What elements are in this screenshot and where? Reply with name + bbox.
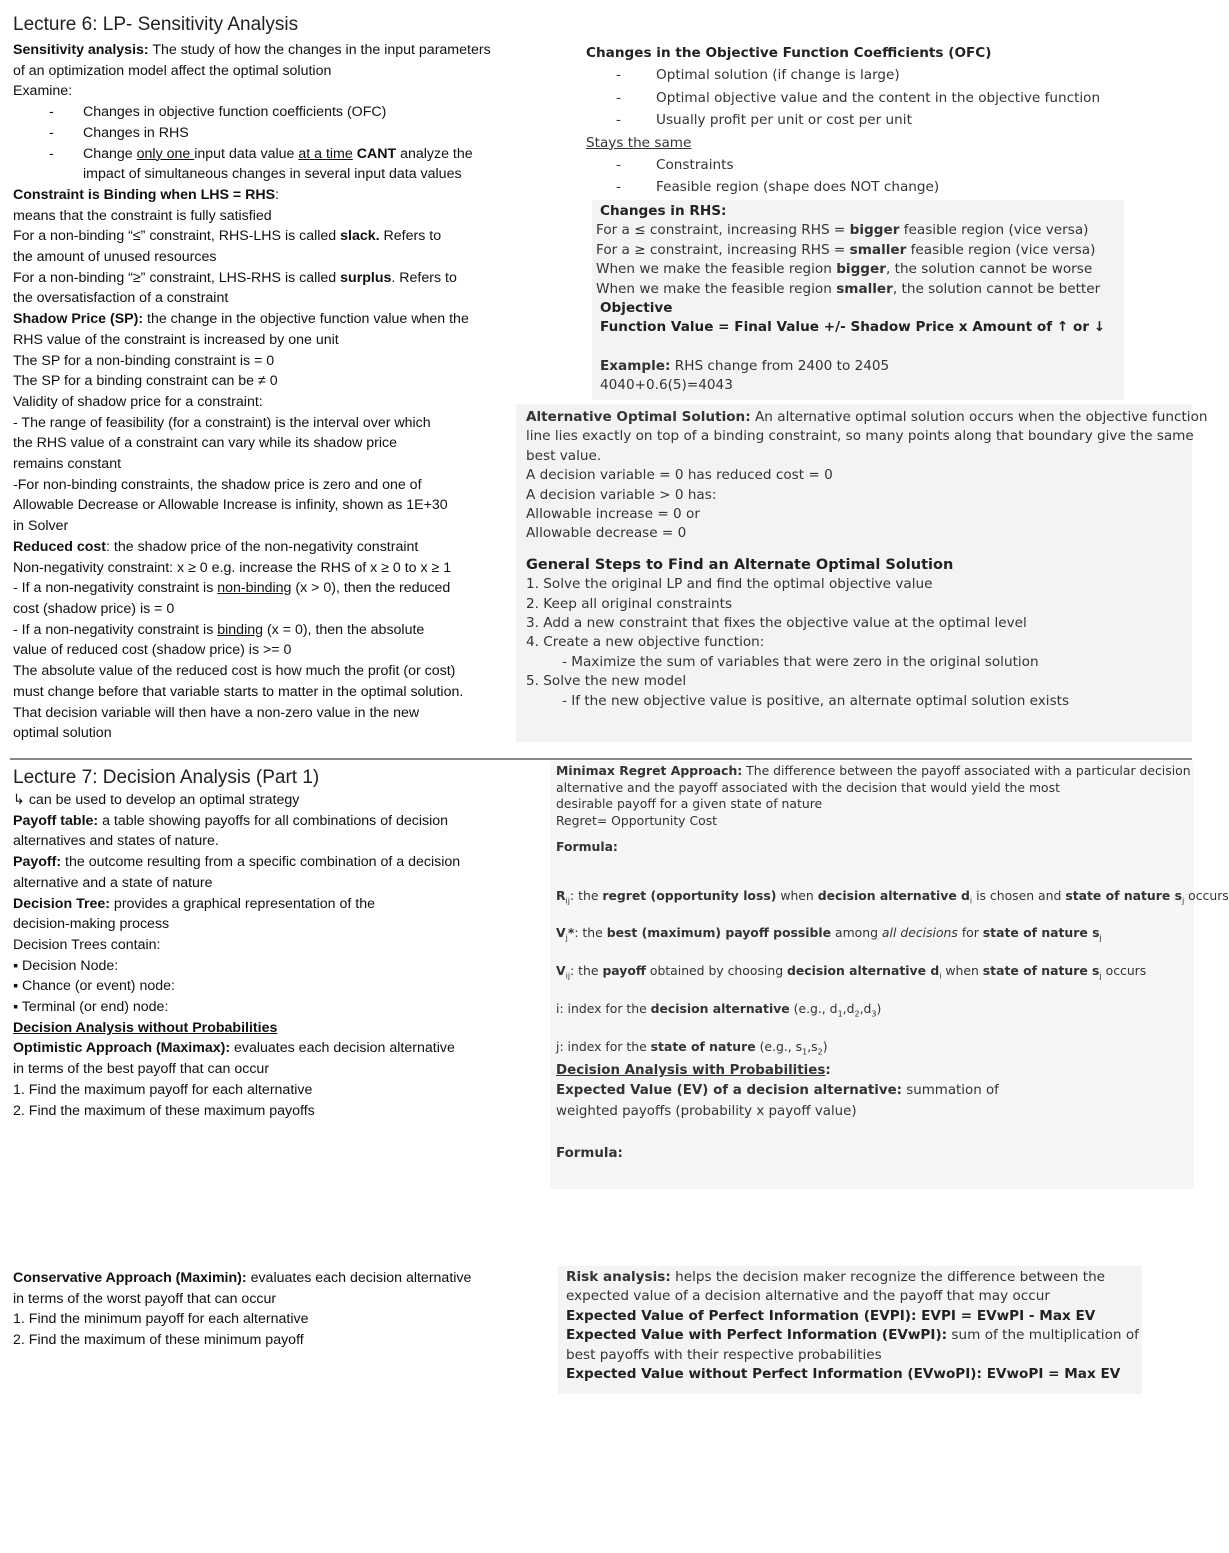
- objective-formula: Function Value = Final Value +/- Shadow Price x Amount of ↑ or ↓: [600, 319, 1106, 336]
- binding-heading: Constraint is Binding when LHS = RHS:: [13, 186, 280, 203]
- with-probabilities-heading: Decision Analysis with Probabilities:: [556, 1063, 831, 1079]
- maximin-notes: Conservative Approach (Maximin): evaluates each decision alternative in terms of the worst payoff that can occur 1. Find the minimum payoff for each alternative 2. Find the maximum of these minimum payoff: [13, 1268, 543, 1351]
- payoff-definition: Payoff: the outcome resulting from a specific combination of a decision: [13, 854, 461, 871]
- examine-label: Examine:: [13, 83, 73, 100]
- decision-tree-definition: Decision Tree: provides a graphical representation of the: [13, 895, 375, 912]
- section-divider: [10, 758, 1192, 760]
- maximax-definition: Optimistic Approach (Maximax): evaluates each decision alternative: [13, 1040, 455, 1057]
- evwopi-formula: Expected Value without Perfect Information (EVwoPI): EVwoPI = Max EV: [566, 1366, 1121, 1383]
- shadow-price-definition: Shadow Price (SP): the change in the objective function value when the: [13, 311, 469, 328]
- evpi-formula: Expected Value of Perfect Information (EVPI): EVPI = EVwPI - Max EV: [566, 1307, 1096, 1324]
- rhs-example: Example: RHS change from 2400 to 2405: [600, 357, 890, 374]
- list-item: ▪ Decision Node:: [13, 957, 119, 974]
- lecture7-notes: Lecture 7: Decision Analysis (Part 1) ↳ can be used to develop an optimal strategy Payoff table: a table showing payoffs for all combinations of decision alternatives and states of nature. Payoff: the outcome resulting from a specific combination of a decision alternative and a state of nature Decision Tree: provides a graphical representation of the decision-making process Decision Trees contain: ▪ Decision Node: ▪ Chance (or event) node: ▪ Terminal (or end) node: Decision Analysis without Probabilities Optimistic Approach (Maximax): evaluates each decision alternative in terms of the best payoff that can occur 1. Find the maximum payoff for each alternative 2. Find the maximum of these maximum payoffs: [13, 766, 543, 1121]
- lecture6-title: Lecture 6: LP- Sensitivity Analysis: [13, 14, 299, 35]
- rhs-heading: Changes in RHS:: [600, 203, 727, 219]
- examine-list: [13, 102, 543, 164]
- ofc-box: [586, 44, 1116, 198]
- sensitivity-definition: Sensitivity analysis: The study of how the changes in the input parameters: [13, 42, 491, 58]
- reduced-cost-definition: Reduced cost: the shadow price of the non-negativity constraint: [13, 538, 419, 555]
- list-item: - Constraints: [586, 156, 1116, 175]
- stays-same-heading: Stays the same: [586, 134, 692, 151]
- list-item: - Usually profit per unit or cost per unit: [586, 111, 1116, 130]
- rhs-box: Changes in RHS: For a ≤ constraint, increasing RHS = bigger feasible region (vice versa) For a ≥ constraint, increasing RHS = smaller feasible region (vice versa) When we make the feasible region bigger, the solution cannot be worse When we make the feasible region smaller, the solution cannot be better Objective Function Value = Final Value +/- Shadow Price x Amount of ↑ or ↓ Example: RHS change from 2400 to 2405 4040+0.6(5)=4043: [592, 200, 1124, 400]
- maximin-definition: Conservative Approach (Maximin): evaluates each decision alternative: [13, 1270, 472, 1286]
- list-item: - Optimal solution (if change is large): [586, 66, 1116, 85]
- list-item: ▪ Terminal (or end) node:: [13, 999, 169, 1016]
- surplus-definition: For a non-binding “≥” constraint, LHS-RHS is called surplus. Refers to: [13, 269, 457, 286]
- list-item: - Feasible region (shape does NOT change): [586, 178, 1116, 197]
- risk-analysis-box: Risk analysis: helps the decision maker recognize the difference between the expected value of a decision alternative and the payoff that may occur Expected Value of Perfect Information (EVPI): EVPI = EVwPI - Max EV Expected Value with Perfect Information (EVwPI): sum of the multiplication of best payoffs with their respective probabilities Expected Value without Perfect Information (EVwoPI): EVwoPI = Max EV: [558, 1266, 1142, 1394]
- lecture6-notes: Lecture 6: LP- Sensitivity Analysis Sensitivity analysis: The study of how the changes in the input parameters of an optimization model affect the optimal solution Examine: - Changes in objective function coefficients (OFC) - Changes in RHS - Change only one input data value at a time CANT analyze the impact of simultaneous changes in several input data values Constraint is Binding when LHS = RHS: means that the constraint is fully satisfied For a non-binding “≤” constraint, RHS-LHS is called slack. Refers to the amount of unused resources For a non-binding “≥” constraint, LHS-RHS is called surplus. Refers to the oversatisfaction of a constraint Shadow Price (SP): the change in the objective function value when the RHS value of the constraint is increased by one unit The SP for a non-binding constraint is = 0 The SP for a binding constraint can be ≠ 0 Validity of shadow price for a constraint: - The range of feasibility (for a constraint) is the interval over which the RHS value of a constraint can vary while its shadow price remains constant -For non-binding constraints, the shadow price is zero and one of Allowable Decrease or Allowable Increase is infinity, shown as 1E+30 in Solver Reduced cost: the shadow price of the non-negativity constraint Non-negativity constraint: x ≥ 0 e.g. increase the RHS of x ≥ 0 to x ≥ 1 - If a non-negativity constraint is non-binding (x > 0), then the reduced cost (shadow price) is = 0 - If a non-negativity constraint is binding (x = 0), then the absolute value of reduced cost (shadow price) is >= 0 The absolute value of the reduced cost is how much the profit (or cost) must change before that variable starts to matter in the optimal solution. That decision variable will then have a non-zero value in the new optimal solution: [13, 13, 543, 744]
- minimax-regret-box: Minimax Regret Approach: The difference between the payoff associated with a particular decision alternative and the payoff associated with the decision that would yield the most desirable payoff for a given state of nature Regret= Opportunity Cost Formula: $R_{ij}$: the regret (opportunity loss) when decision alternative $d_i$ is chosen and state of nature $s_j$ occurs $V_j*$: the best (maximum) payoff possible among all decisions for state of nature $s_j$ $V_{ij}$: the payoff obtained by choosing decision alternative $d_i$ when state of nature $s_j$ occurs i: index for the decision alternative (e.g., $d_1,d_2,d_3$) j: index for the state of nature (e.g., $s_1,s_2$) Decision Analysis with Probabilities: Expected Value (EV) of a decision alternative: summation of weighted payoffs (probability x payoff value) Formula:: [550, 761, 1194, 1189]
- alternative-optimal-box: Alternative Optimal Solution: An alternative optimal solution occurs when the objective function line lies exactly on top of a binding constraint, so many points along that boundary give the same best value. A decision variable = 0 has reduced cost = 0 A decision variable > 0 has: Allowable increase = 0 or Allowable decrease = 0 General Steps to Find an Alternate Optimal Solution 1. Solve the original LP and find the optimal objective value 2. Keep all original constraints 3. Add a new constraint that fixes the objective value at the optimal level 4. Create a new objective function: - Maximize the sum of variables that were zero in the original solution 5. Solve the new model - If the new objective value is positive, an alternate optimal solution exists: [516, 404, 1192, 742]
- list-item: - Change only one input data value at a time CANT analyze the: [13, 144, 543, 165]
- list-item: ▪ Chance (or event) node:: [13, 978, 175, 995]
- payoff-table-definition: Payoff table: a table showing payoffs for all combinations of decision: [13, 812, 449, 829]
- lecture7-title: Lecture 7: Decision Analysis (Part 1): [13, 767, 320, 788]
- ofc-heading: Changes in the Objective Function Coefficients (OFC): [586, 45, 992, 61]
- list-item: - Changes in RHS: [13, 123, 543, 144]
- without-probabilities-heading: Decision Analysis without Probabilities: [13, 1019, 278, 1036]
- slack-definition: For a non-binding “≤” constraint, RHS-LHS is called slack. Refers to: [13, 228, 442, 245]
- alt-steps-heading: General Steps to Find an Alternate Optimal Solution: [526, 556, 954, 573]
- list-item: - Changes in objective function coefficients (OFC): [13, 102, 543, 123]
- list-item: - Optimal objective value and the content in the objective function: [586, 89, 1116, 108]
